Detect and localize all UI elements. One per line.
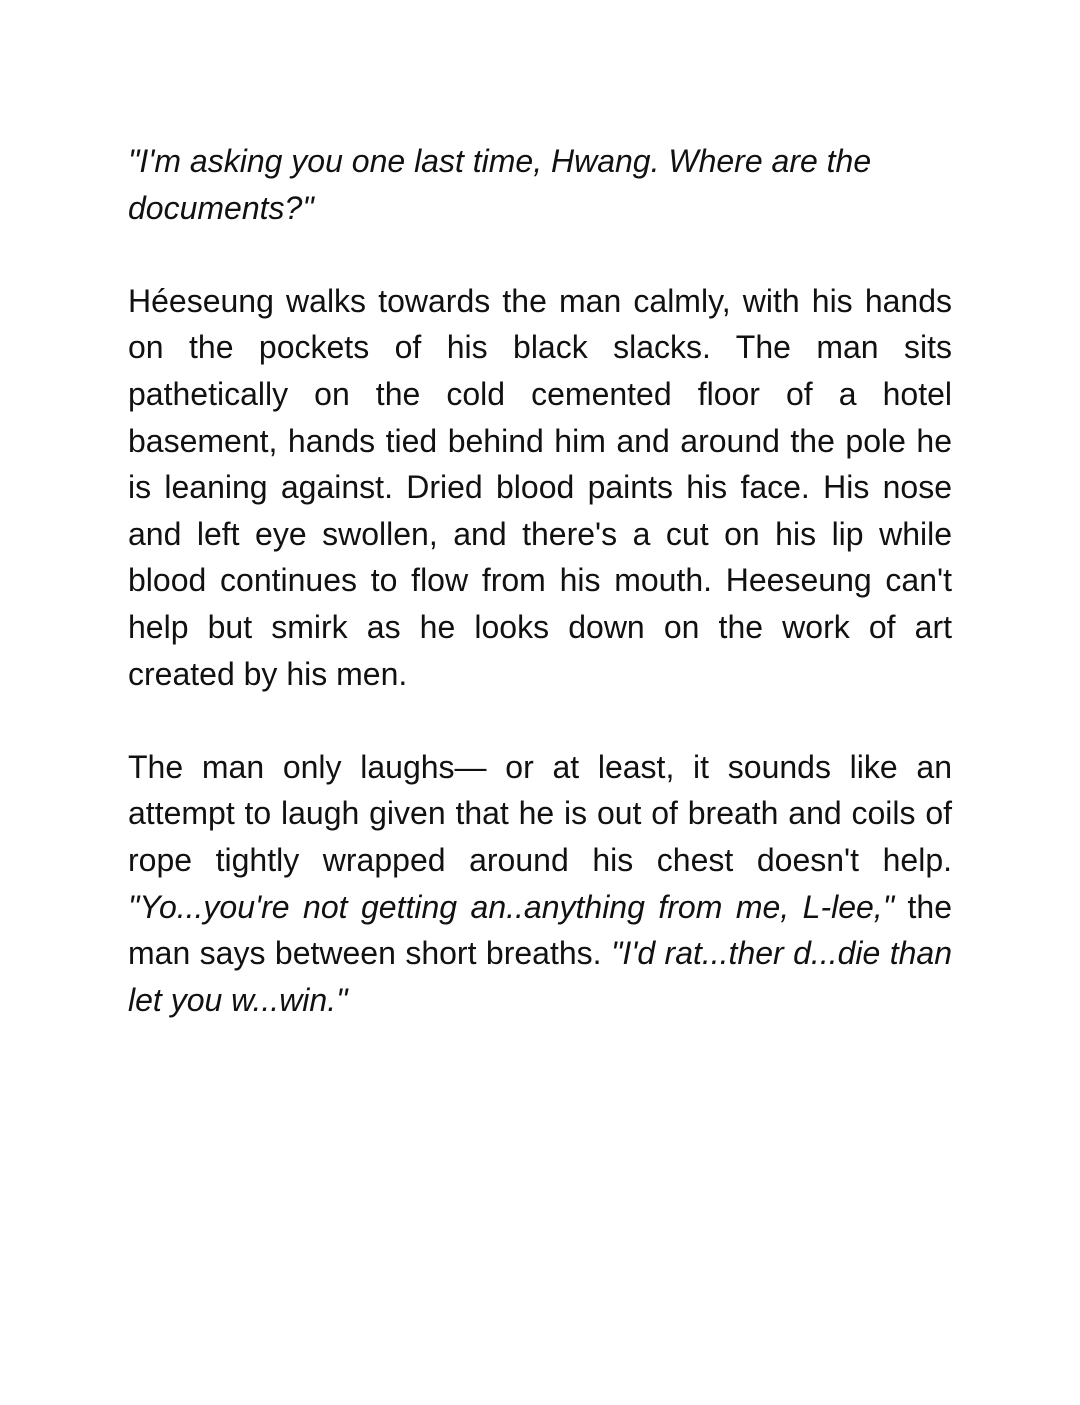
dialogue-text: "I'd rat...ther d...die than let you w...win." bbox=[128, 935, 953, 1018]
paragraph-dialogue-question bbox=[128, 138, 952, 231]
paragraph-narration-man-laughs bbox=[128, 744, 952, 1024]
paragraph-narration-heeseung bbox=[128, 278, 952, 697]
narration-text: The man only laughs— or at least, it sounds like an attempt to laugh given that he is out of breath and coils of rope tightly wrapped around his chest doesn't help. bbox=[128, 748, 952, 878]
narration-text: Héeseung walks towards the man calmly, with his hands on the pockets of his black slacks. The man sits pathetically on the cold cemented floor of a hotel basement, hands tied behind him and around the pole he is leaning against. Dried blood paints his face. His nose and left eye swollen, and there's a cut on his lip while blood continues to flow from his mouth. Heeseung can't help but smirk as he looks down on the work of art created by his men. bbox=[128, 282, 952, 692]
story-text bbox=[128, 138, 952, 1070]
dialogue-text: "Yo...you're not getting an..anything from me, L-lee," bbox=[128, 888, 895, 925]
narration-text: the man says between short breaths. bbox=[128, 888, 952, 972]
dialogue-text: "I'm asking you one last time, Hwang. Where are the documents?" bbox=[128, 143, 872, 226]
